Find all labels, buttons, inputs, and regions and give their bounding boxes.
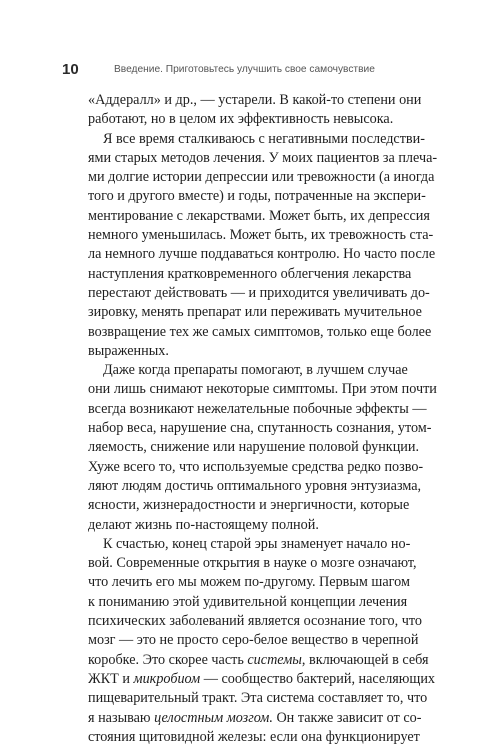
- text-line: возвращение тех же самых симптомов, только еще более: [88, 323, 432, 340]
- text-line: немного уменьшилась. Может быть, их тревожность ста-: [88, 227, 434, 244]
- paragraph-4: [88, 535, 436, 747]
- text-line-mixed: [88, 709, 422, 728]
- text-line: ясности, жизнерадостности и энергичности, которые: [88, 497, 410, 514]
- text-line: они лишь снимают некоторые симптомы. При этом почти: [88, 381, 437, 398]
- text-line: того и другого вместе) и годы, потраченные на экспери-: [88, 188, 426, 205]
- text-line: ями старых методов лечения. У моих пациентов за плеча-: [88, 149, 438, 166]
- text-line: мозг — это не просто серо-белое вещество в черепной: [88, 632, 419, 649]
- text-line: делают жизнь по-настоящему полной.: [88, 516, 319, 533]
- text-line: пищеварительный тракт. Эта система составляет то, что: [88, 690, 428, 707]
- text-line: ми долгие истории депрессии или тревожности (а иногда: [88, 169, 435, 186]
- text-run: Он также зависит от со-: [272, 709, 422, 726]
- text-line: набор веса, нарушение сна, спутанность сознания, утом-: [88, 420, 432, 437]
- text-line: зировку, менять препарат или переживать мучительное: [88, 304, 422, 321]
- text-line: к пониманию этой удивительной концепции лечения: [88, 593, 408, 610]
- text-line: Я все время сталкиваюсь с негативными последстви-: [103, 130, 425, 147]
- text-line: Даже когда препараты помогают, в лучшем случае: [103, 362, 408, 379]
- text-line-mixed: [88, 651, 429, 670]
- body-text: [88, 91, 438, 747]
- text-run: я называю: [88, 709, 155, 726]
- paragraph-3: [88, 361, 437, 535]
- text-run: ЖКТ и: [88, 670, 134, 687]
- text-line: что лечить его мы можем по-другому. Первым шагом: [88, 574, 410, 591]
- page-number: 10: [62, 61, 79, 78]
- text-run: коробке. Это скорее часть: [88, 651, 248, 668]
- text-line: выраженных.: [88, 342, 169, 359]
- italic-term: системы: [247, 651, 302, 668]
- paragraph-1: [88, 91, 422, 130]
- text-line: К счастью, конец старой эры знаменует начало но-: [103, 535, 411, 552]
- text-line: вой. Современные открытия в науке о мозге означают,: [88, 555, 417, 572]
- text-line: Хуже всего то, что используемые средства редко позво-: [88, 458, 424, 475]
- text-line: ментирование с лекарствами. Может быть, их депрессия: [88, 207, 430, 224]
- page-header: [62, 60, 442, 80]
- text-line: ляемость, снижение или нарушение половой функции.: [88, 439, 420, 456]
- text-line: всегда возникают нежелательные побочные эффекты —: [88, 400, 427, 417]
- text-line: «Аддералл» и др., — устарели. В какой-то степени они: [88, 92, 422, 108]
- text-line: ляют людям достичь оптимального уровня энтузиазма,: [88, 477, 422, 494]
- paragraph-2: [88, 130, 438, 362]
- text-line: работают, но в целом их эффективность невысока.: [88, 111, 394, 128]
- text-run: , включающей в себя: [301, 651, 429, 668]
- text-line: перестают действовать — и приходится увеличивать до-: [88, 284, 430, 301]
- text-line: наступления кратковременного облегчения лекарства: [88, 265, 412, 282]
- text-run: — сообщество бактерий, населяющих: [200, 670, 436, 687]
- text-line-mixed: [88, 670, 436, 689]
- running-title: Введение. Приготовьтесь улучшить свое самочувствие: [114, 64, 375, 75]
- text-line: стояния щитовидной железы: если она функционирует: [88, 728, 420, 745]
- italic-term: целостным мозгом.: [154, 709, 273, 726]
- text-line: психических заболеваний является осознание того, что: [88, 613, 422, 630]
- text-line: ла немного лучше поддаваться контролю. Но часто после: [88, 246, 436, 263]
- italic-term: микробиом: [133, 670, 201, 687]
